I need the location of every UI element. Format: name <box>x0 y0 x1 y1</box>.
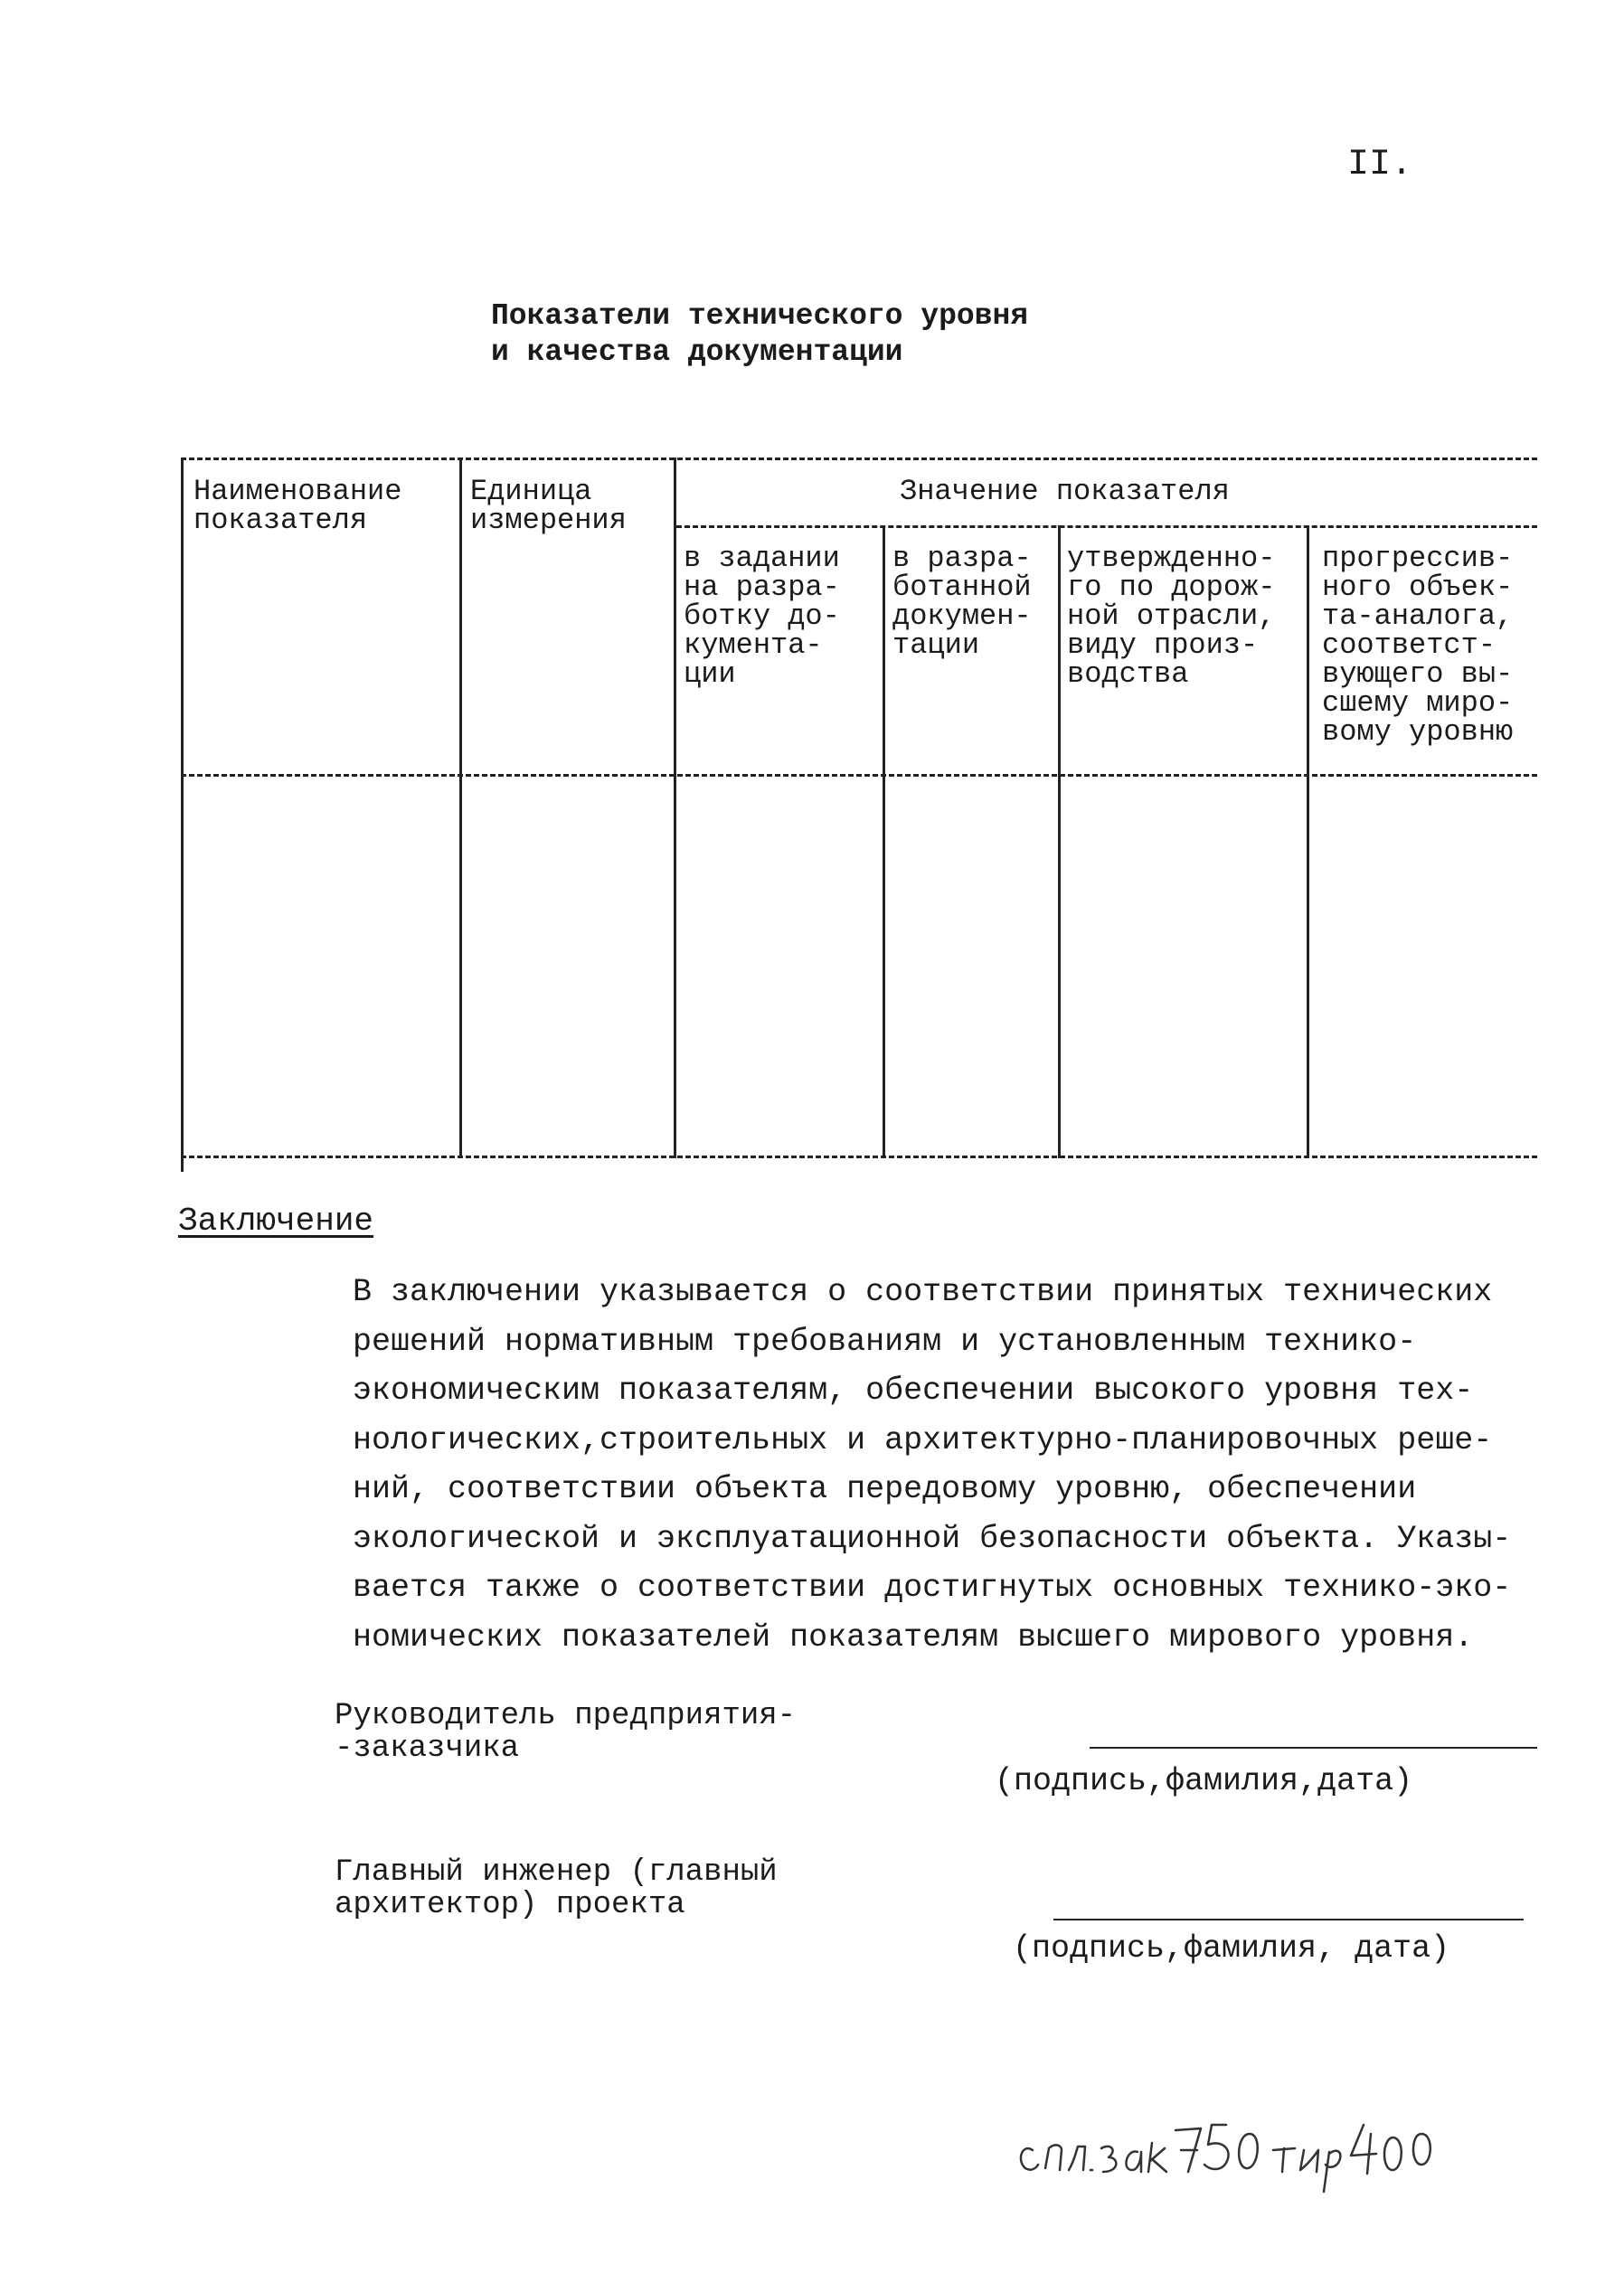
indicators-table <box>181 458 1537 1163</box>
group-header-divider <box>676 525 1537 528</box>
col-divider-5 <box>1307 525 1309 1158</box>
table-top-border <box>181 458 1537 460</box>
col-divider-2 <box>674 458 676 1158</box>
signature-line-chief-engineer <box>1053 1919 1524 1920</box>
paragraph-line: номических показателей показателям высшего мирового уровня. <box>353 1618 1474 1656</box>
col-header-unit: Единица измерения <box>470 475 627 537</box>
paragraph-line: экологической и эксплуатационной безопасности объекта. Указы- <box>353 1520 1512 1557</box>
handwritten-print-note <box>1013 2098 1447 2202</box>
signature-label-customer: Руководитель предприятия- -заказчика <box>335 1699 797 1766</box>
page-number: II. <box>1347 145 1413 185</box>
title-line-2: и качества документации <box>491 335 903 369</box>
signature-caption-customer: (подпись,фамилия,дата) <box>995 1763 1413 1799</box>
signature-line-customer <box>1090 1747 1537 1749</box>
signature-caption-chief-engineer: (подпись,фамилия, дата) <box>1013 1930 1450 1967</box>
header-bottom-border <box>181 774 1537 777</box>
handwritten-note-drawing <box>1013 2098 1447 2197</box>
conclusion-paragraph <box>353 1268 1537 1662</box>
col-header-name: Наименование показателя <box>194 475 402 537</box>
page-title <box>491 298 1028 371</box>
table-bottom-border <box>181 1156 1537 1158</box>
table-left-border <box>181 458 184 1172</box>
paragraph-line: В заключении указывается о соответствии принятых технических <box>353 1274 1493 1310</box>
title-line-1: Показатели технического уровня <box>491 299 1029 333</box>
sub-header-developed: в разра- ботанной докумен- тации <box>892 542 1032 662</box>
sub-header-progressive: прогрессив- ного объек- та-аналога, соответст- вующего вы- сшему миро- вому уровню <box>1322 542 1514 749</box>
sub-header-approved: утвержденно- го по дорож- ной отрасли, виду произ- водства <box>1067 542 1276 691</box>
col-divider-4 <box>1058 525 1061 1158</box>
paragraph-line: решений нормативным требованиям и установленным технико- <box>353 1323 1417 1360</box>
conclusion-heading: Заключение <box>178 1203 374 1240</box>
paragraph-line: экономическим показателям, обеспечении высокого уровня тех- <box>353 1373 1474 1409</box>
col-divider-3 <box>883 525 885 1158</box>
paragraph-line: нологических,строительных и архитектурно-планировочных реше- <box>353 1421 1493 1458</box>
paragraph-line: ний, соответствии объекта передовому уровню, обеспечении <box>353 1471 1417 1507</box>
paragraph-line: вается также о соответствии достигнутых основных технико-эко- <box>353 1570 1512 1606</box>
signature-label-chief-engineer: Главный инженер (главный архитектор) проекта <box>335 1855 778 1922</box>
sub-header-task: в задании на разра- ботку до- кумента- ции <box>684 542 840 691</box>
col-header-value-group: Значение показателя <box>900 475 1230 508</box>
col-divider-1 <box>459 458 462 1158</box>
